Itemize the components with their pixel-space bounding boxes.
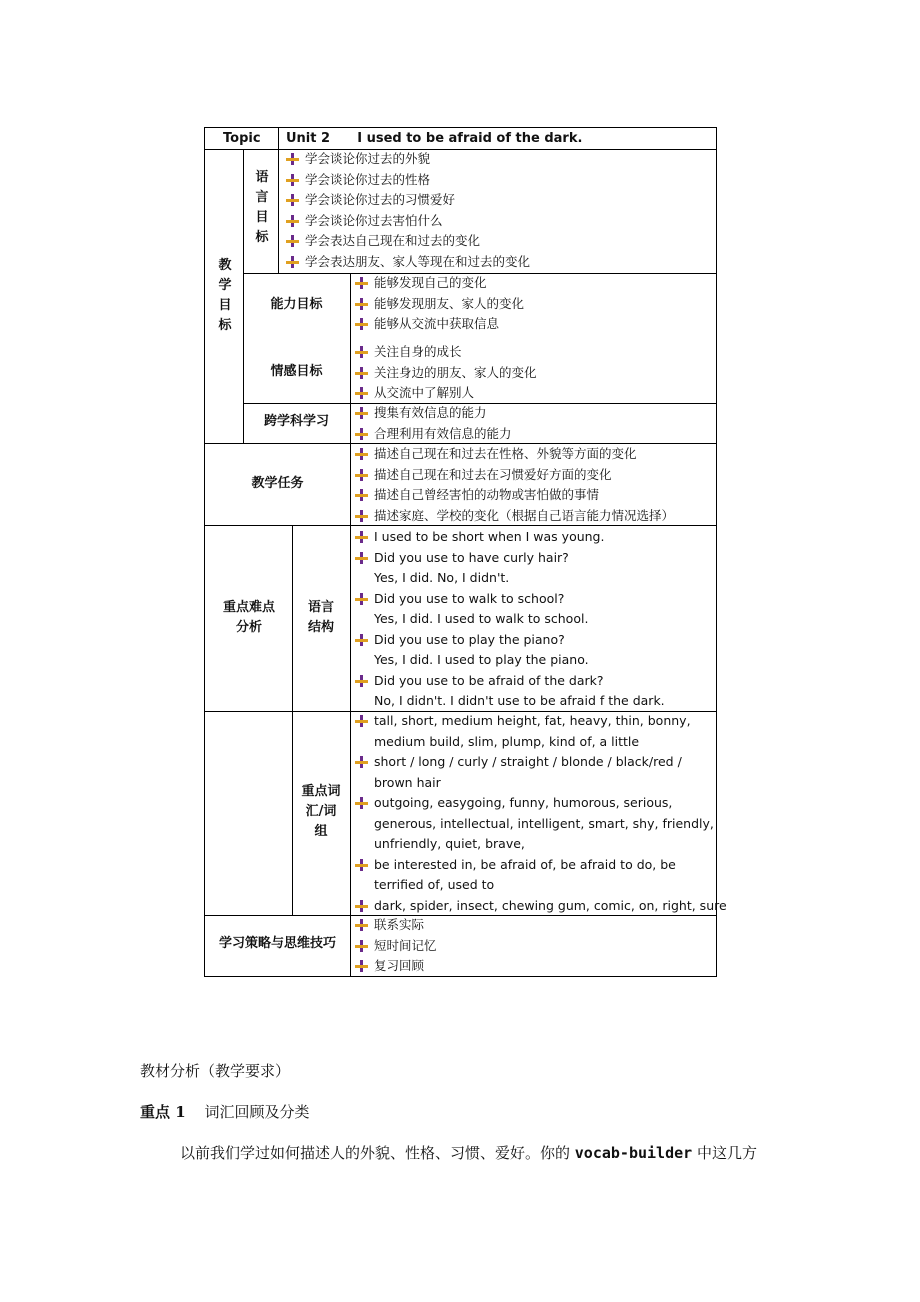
item-text: 联系实际 <box>374 917 425 932</box>
section-title: 教材分析（教学要求） <box>140 1062 291 1080</box>
paragraph-text: 以前我们学过如何描述人的外貌、性格、习惯、爱好。你的 <box>180 1144 575 1162</box>
cross-subject-label: 跨学科学习 <box>263 414 329 429</box>
bullet-icon <box>286 153 299 165</box>
list-item <box>352 444 674 465</box>
item-text: Yes, I did. I used to play the piano. <box>374 652 589 667</box>
item-text: 能够从交流中获取信息 <box>374 316 500 331</box>
item-text: dark, spider, insect, chewing gum, comic, on, right, sure <box>374 897 727 913</box>
bullet-icon <box>355 531 368 543</box>
item-text: Did you use to walk to school? <box>374 590 565 606</box>
bullet-icon <box>355 387 368 399</box>
cross-subject-list <box>352 403 512 444</box>
item-text: 能够发现朋友、家人的变化 <box>374 295 525 311</box>
list-item <box>352 671 665 692</box>
list-item <box>352 589 665 610</box>
language-goals-list <box>283 149 530 272</box>
item-text: 学会表达朋友、家人等现在和过去的变化 <box>305 253 531 269</box>
item-text: 学会谈论你过去的外貌 <box>305 151 431 166</box>
teaching-tasks-list <box>352 444 674 526</box>
list-item <box>352 896 727 917</box>
bullet-icon <box>355 593 368 605</box>
list-item <box>283 252 530 273</box>
item-text: short / long / curly / straight / blonde / black/red / <box>374 754 682 769</box>
bullet-icon <box>286 194 299 206</box>
lesson-plan-table <box>204 127 727 977</box>
list-item <box>352 732 727 753</box>
list-item <box>352 875 727 896</box>
bullet-icon <box>286 235 299 247</box>
list-item <box>352 752 727 773</box>
learning-strategy-list <box>352 915 437 977</box>
list-item <box>352 630 665 651</box>
bullet-icon <box>355 552 368 564</box>
goals-label: 教学目标 <box>218 258 232 333</box>
list-item <box>352 548 665 569</box>
language-goals-label: 语言目标 <box>255 170 269 245</box>
item-text: 学会谈论你过去的性格 <box>305 171 431 187</box>
bullet-icon <box>355 489 368 501</box>
bullet-icon <box>355 900 368 912</box>
list-item <box>352 485 674 506</box>
point-title: 词汇回顾及分类 <box>204 1103 310 1121</box>
bullet-icon <box>355 634 368 646</box>
list-item <box>352 834 727 855</box>
emotion-goals-list <box>352 342 537 404</box>
intro-paragraph <box>180 1142 757 1164</box>
language-structure-label: 语言结构 <box>307 600 334 635</box>
bullet-icon <box>355 346 368 358</box>
list-item <box>352 773 727 794</box>
list-item <box>352 342 537 363</box>
ability-goals-label: 能力目标 <box>270 297 323 312</box>
bullet-icon <box>355 715 368 727</box>
bullet-icon <box>355 298 368 310</box>
list-item <box>352 424 512 445</box>
item-text: terrified of, used to <box>374 877 495 892</box>
learning-strategy-label: 学习策略与思维技巧 <box>218 936 336 951</box>
bullet-icon <box>355 469 368 481</box>
bullet-icon <box>355 797 368 809</box>
item-text: 描述家庭、学校的变化（根据自己语言能力情况选择） <box>374 507 675 523</box>
list-item <box>352 936 437 957</box>
bullet-icon <box>355 510 368 522</box>
list-item <box>352 273 524 294</box>
bullet-icon <box>355 367 368 379</box>
item-text: 描述自己现在和过去在习惯爱好方面的变化 <box>374 466 612 482</box>
emotion-goals-label: 情感目标 <box>270 364 323 379</box>
list-item <box>283 170 530 191</box>
point-heading <box>140 1101 309 1123</box>
bullet-icon <box>286 174 299 186</box>
item-text: I used to be short when I was young. <box>374 529 605 544</box>
bullet-icon <box>355 407 368 419</box>
list-item <box>352 956 437 977</box>
topic-label: Topic <box>223 131 261 146</box>
point-label: 重点 1 <box>140 1103 186 1121</box>
item-text: tall, short, medium height, fat, heavy, thin, bonny, <box>374 713 691 728</box>
item-text: 复习回顾 <box>374 958 425 973</box>
item-text: 从交流中了解别人 <box>374 385 475 400</box>
ability-goals-list <box>352 273 524 335</box>
divider <box>278 128 279 149</box>
teaching-tasks-label: 教学任务 <box>251 476 304 491</box>
item-text: Yes, I did. No, I didn't. <box>374 570 510 585</box>
list-item <box>352 568 665 589</box>
item-text: Did you use to be afraid of the dark? <box>374 672 604 688</box>
list-item <box>352 915 437 936</box>
item-text: 关注身边的朋友、家人的变化 <box>374 364 537 380</box>
divider <box>278 149 279 273</box>
list-item <box>352 711 727 732</box>
item-text: generous, intellectual, intelligent, smart, shy, friendly, <box>374 815 714 831</box>
item-text: 短时间记忆 <box>374 937 437 953</box>
list-item <box>352 363 537 384</box>
list-item <box>352 403 512 424</box>
list-item <box>352 314 524 335</box>
item-text: No, I didn't. I didn't use to be afraid f the dark. <box>374 693 665 708</box>
bullet-icon <box>355 960 368 972</box>
item-text: Yes, I did. I used to walk to school. <box>374 611 589 626</box>
item-text: 能够发现自己的变化 <box>374 275 487 290</box>
list-item <box>352 465 674 486</box>
list-item <box>352 609 665 630</box>
item-text: 学会谈论你过去的习惯爱好 <box>305 192 456 207</box>
key-vocab-label: 重点词汇/词组 <box>301 784 341 839</box>
item-text: 搜集有效信息的能力 <box>374 405 487 420</box>
bullet-icon <box>355 277 368 289</box>
bullet-icon <box>355 675 368 687</box>
bullet-icon <box>355 428 368 440</box>
key-vocab-list <box>352 711 727 916</box>
list-item <box>352 383 537 404</box>
bullet-icon <box>286 256 299 268</box>
language-structure-list <box>352 527 665 712</box>
topic-value: Unit 2 I used to be afraid of the dark. <box>286 131 583 146</box>
bullet-icon <box>355 859 368 871</box>
list-item <box>352 527 665 548</box>
list-item <box>283 231 530 252</box>
item-text: Did you use to play the piano? <box>374 631 565 647</box>
list-item <box>352 691 665 712</box>
item-text: medium build, slim, plump, kind of, a little <box>374 733 640 749</box>
item-text: 关注自身的成长 <box>374 344 462 359</box>
list-item <box>283 211 530 232</box>
divider <box>292 525 293 915</box>
divider <box>350 273 351 976</box>
item-text: unfriendly, quiet, brave, <box>374 836 525 851</box>
list-item <box>283 149 530 170</box>
bullet-icon <box>355 756 368 768</box>
item-text: 学会表达自己现在和过去的变化 <box>305 233 481 248</box>
paragraph-text-end: 中这几方 <box>692 1144 757 1162</box>
item-text: outgoing, easygoing, funny, humorous, serious, <box>374 795 673 810</box>
bullet-icon <box>355 448 368 460</box>
list-item <box>352 294 524 315</box>
list-item <box>352 650 665 671</box>
bullet-icon <box>355 318 368 330</box>
list-item <box>352 855 727 876</box>
list-item <box>283 190 530 211</box>
item-text: brown hair <box>374 774 441 790</box>
bullet-icon <box>355 919 368 931</box>
bullet-icon <box>286 215 299 227</box>
item-text: Did you use to have curly hair? <box>374 549 569 565</box>
list-item <box>352 506 674 527</box>
item-text: 学会谈论你过去害怕什么 <box>305 212 443 228</box>
paragraph-keyword: vocab-builder <box>574 1144 693 1162</box>
item-text: 描述自己曾经害怕的动物或害怕做的事情 <box>374 487 600 502</box>
list-item <box>352 793 727 814</box>
list-item <box>352 814 727 835</box>
bullet-icon <box>355 940 368 952</box>
key-points-label: 重点难点分析 <box>222 600 275 635</box>
item-text: 合理利用有效信息的能力 <box>374 425 512 441</box>
item-text: be interested in, be afraid of, be afraid to do, be <box>374 856 676 872</box>
item-text: 描述自己现在和过去在性格、外貌等方面的变化 <box>374 446 637 461</box>
